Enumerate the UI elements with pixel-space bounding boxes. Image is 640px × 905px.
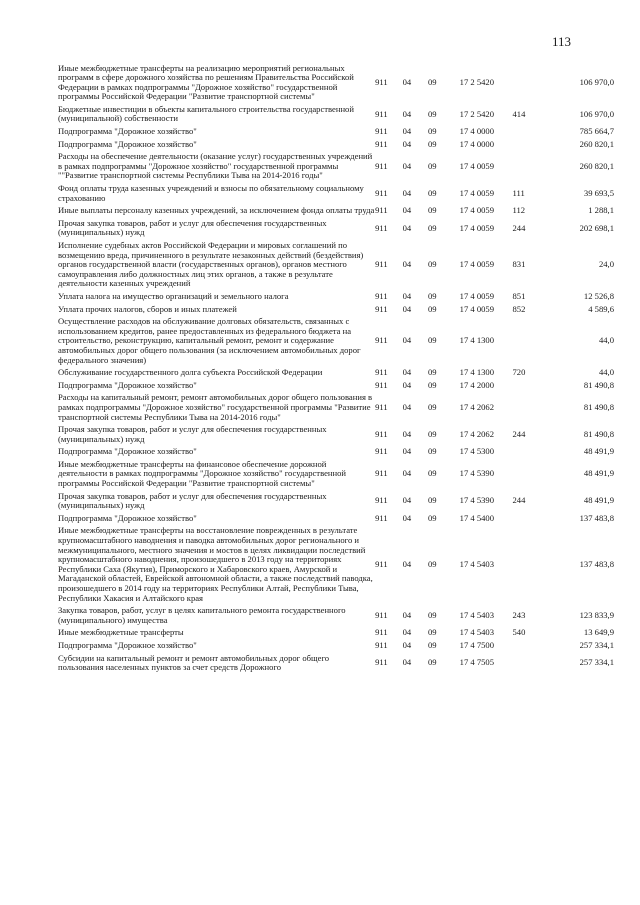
- cell-pr: 09: [427, 108, 437, 119]
- cell-vr: [512, 525, 544, 605]
- cell-csr: 17 4 0000: [459, 126, 495, 137]
- cell-vr: [512, 126, 544, 139]
- cell-sum: 785 664,7: [579, 126, 614, 137]
- cell-ved: 911: [375, 428, 388, 439]
- cell-rz: 04: [402, 187, 412, 198]
- cell-vr: 112: [512, 205, 526, 216]
- cell-csr: 17 4 2062: [459, 428, 495, 439]
- cell-rz: 04: [402, 160, 412, 171]
- cell-name: Уплата прочих налогов, сборов и иных платежей: [58, 303, 237, 314]
- cell-rz: 04: [402, 512, 412, 523]
- cell-pr: 09: [427, 446, 437, 457]
- cell-csr: 17 4 0059: [459, 222, 495, 233]
- cell-csr: 17 2 5420: [459, 108, 495, 119]
- table-row: [58, 240, 614, 291]
- table-row: [58, 652, 614, 674]
- table-row: [58, 367, 614, 380]
- cell-sum: 4 589,6: [588, 303, 614, 314]
- cell-name: Прочая закупка товаров, работ и услуг для обеспечения государственных (муниципальных) нужд: [58, 217, 327, 238]
- cell-vr: [512, 639, 544, 652]
- cell-vr: 111: [512, 187, 525, 198]
- table-row: [58, 290, 614, 303]
- cell-vr: [512, 138, 544, 151]
- cell-pr: 09: [427, 367, 437, 378]
- cell-name: Осуществление расходов на обслуживание долговых обязательств, связанных с использованием кредитов, ранее предоставленных из федерального бюджета на строительство, реконструкцию, капитальный ремонт, ремонт и содержание автомобильных дорог общего пользования (за исключением автомобильных дорог федерального значения): [58, 316, 361, 365]
- cell-csr: 17 4 0059: [459, 187, 495, 198]
- cell-rz: 04: [402, 303, 412, 314]
- cell-csr: 17 4 0059: [459, 290, 495, 301]
- cell-ved: 911: [375, 379, 388, 390]
- cell-rz: 04: [402, 379, 412, 390]
- cell-name: Прочая закупка товаров, работ и услуг для обеспечения государственных (муниципальных) нужд: [58, 424, 327, 444]
- cell-rz: 04: [402, 428, 412, 439]
- cell-pr: 09: [427, 335, 437, 346]
- table-row: [58, 126, 614, 139]
- cell-sum: 202 698,1: [579, 222, 614, 233]
- cell-name: Подпрограмма "Дорожное хозяйство": [58, 138, 197, 149]
- cell-rz: 04: [402, 259, 412, 270]
- cell-ved: 911: [375, 657, 388, 668]
- cell-csr: 17 4 0000: [459, 138, 495, 149]
- cell-rz: 04: [402, 446, 412, 457]
- cell-rz: 04: [402, 559, 412, 570]
- cell-ved: 911: [375, 303, 388, 314]
- cell-rz: 04: [402, 335, 412, 346]
- cell-vr: 540: [512, 627, 526, 638]
- cell-sum: 48 491,9: [583, 495, 614, 506]
- cell-sum: 24,0: [598, 259, 614, 270]
- table-row: [58, 62, 614, 103]
- cell-vr: 720: [512, 367, 526, 378]
- table-row: [58, 458, 614, 490]
- cell-sum: 123 833,9: [579, 609, 614, 620]
- cell-name: Бюджетные инвестиции в объекты капитального строительства государственной (муниципальной) собственности: [58, 103, 354, 124]
- cell-csr: 17 4 5390: [459, 495, 495, 506]
- cell-ved: 911: [375, 160, 388, 171]
- cell-name: Подпрограмма "Дорожное хозяйство": [58, 639, 197, 650]
- cell-rz: 04: [402, 126, 412, 137]
- cell-pr: 09: [427, 609, 437, 620]
- table-row: [58, 392, 614, 424]
- cell-vr: 852: [512, 303, 526, 314]
- cell-ved: 911: [375, 468, 388, 479]
- cell-name: Уплата налога на имущество организаций и земельного налога: [58, 290, 289, 301]
- cell-rz: 04: [402, 205, 412, 216]
- table-row: [58, 512, 614, 525]
- cell-vr: [512, 316, 544, 367]
- cell-ved: 911: [375, 609, 388, 620]
- cell-name: Иные межбюджетные трансферты на реализацию мероприятий региональных программ в сфере дорожного хозяйства по решениям Правительства Российской Федерации в рамках подпрограммы "Дорожное хозяйство" государственной программы Российской Федерации "Развитие транспортной системы": [58, 62, 354, 102]
- cell-sum: 13 649,9: [583, 627, 614, 638]
- cell-csr: 17 4 5400: [459, 512, 495, 523]
- table-row: [58, 605, 614, 627]
- cell-pr: 09: [427, 126, 437, 137]
- cell-pr: 09: [427, 627, 437, 638]
- cell-name: Обслуживание государственного долга субъекта Российской Федерации: [58, 367, 323, 378]
- cell-ved: 911: [375, 401, 388, 412]
- table-row: [58, 303, 614, 316]
- cell-pr: 09: [427, 468, 437, 479]
- cell-sum: 1 288,1: [588, 205, 614, 216]
- cell-ved: 911: [375, 639, 388, 650]
- cell-sum: 260 820,1: [579, 160, 614, 171]
- cell-sum: 39 693,5: [583, 187, 614, 198]
- cell-name: Подпрограмма "Дорожное хозяйство": [58, 379, 197, 390]
- cell-name: Расходы на капитальный ремонт, ремонт автомобильных дорог общего пользования в рамках подпрограммы "Дорожное хозяйство" государственной программы "Развитие транспортной системы Республики Тыва на 2014-2016 годы": [58, 392, 373, 422]
- cell-csr: 17 4 5390: [459, 468, 495, 479]
- cell-rz: 04: [402, 367, 412, 378]
- cell-name: Иные межбюджетные трансферты на восстановление поврежденных в результате крупномасштабного наводнения и паводка автомобильных дорог регионального и межмуниципального, местного значения и мостов в целях ликвидации последствий крупномасштабного наводнения, произошедшего в 2013 году на территориях Республики Саха (Якутия), Приморского и Хабаровского краев, Амурской и Магаданской областей, Еврейской автономной области, а также последствий паводка, произошедшего в 2014 году на территориях Республики Алтай, Республики Тыва, Республики Хакасия и Алтайского края: [58, 525, 373, 603]
- cell-sum: 81 490,8: [583, 401, 614, 412]
- cell-pr: 09: [427, 259, 437, 270]
- cell-pr: 09: [427, 639, 437, 650]
- cell-ved: 911: [375, 259, 388, 270]
- table-row: [58, 151, 614, 183]
- budget-table: [58, 62, 614, 674]
- cell-ved: 911: [375, 446, 388, 457]
- cell-pr: 09: [427, 138, 437, 149]
- cell-ved: 911: [375, 126, 388, 137]
- cell-vr: [512, 458, 544, 490]
- cell-pr: 09: [427, 303, 437, 314]
- cell-vr: 831: [512, 259, 526, 270]
- cell-csr: 17 4 0059: [459, 205, 495, 216]
- cell-csr: 17 4 5403: [459, 559, 495, 570]
- cell-vr: [512, 62, 544, 103]
- cell-name: Субсидии на капитальный ремонт и ремонт автомобильных дорог общего пользования населенных пунктов за счет средств Дорожного: [58, 652, 330, 673]
- table-row: [58, 490, 614, 512]
- cell-ved: 911: [375, 495, 388, 506]
- cell-name: Подпрограмма "Дорожное хозяйство": [58, 126, 197, 137]
- cell-pr: 09: [427, 205, 437, 216]
- cell-rz: 04: [402, 468, 412, 479]
- cell-name: Иные межбюджетные трансферты на финансовое обеспечение дорожной деятельности в рамках подпрограммы "Дорожное хозяйство" государственной программы Российской Федерации "Развитие транспортной системы": [58, 458, 346, 489]
- cell-name: Подпрограмма "Дорожное хозяйство": [58, 446, 197, 457]
- cell-rz: 04: [402, 627, 412, 638]
- cell-sum: 106 970,0: [579, 108, 614, 119]
- cell-csr: 17 4 7505: [459, 657, 495, 668]
- table-row: [58, 525, 614, 605]
- cell-sum: 257 334,1: [579, 657, 614, 668]
- cell-name: Закупка товаров, работ, услуг в целях капитального ремонта государственного (муниципального) имущества: [58, 605, 346, 625]
- cell-pr: 09: [427, 657, 437, 668]
- cell-csr: 17 4 1300: [459, 367, 495, 378]
- table-row: [58, 205, 614, 218]
- table-row: [58, 424, 614, 446]
- cell-vr: [512, 512, 544, 525]
- cell-sum: 12 526,8: [583, 290, 614, 301]
- cell-rz: 04: [402, 401, 412, 412]
- cell-sum: 257 334,1: [579, 639, 614, 650]
- cell-pr: 09: [427, 512, 437, 523]
- cell-csr: 17 4 2062: [459, 401, 495, 412]
- cell-vr: 244: [512, 222, 526, 233]
- cell-sum: 81 490,8: [583, 379, 614, 390]
- cell-sum: 106 970,0: [579, 76, 614, 87]
- cell-name: Исполнение судебных актов Российской Федерации и мировых соглашений по возмещению вреда, причиненного в результате незаконных действий (бездействия) органов государственной власти (государственных органов), органов местного самоуправления либо должностных лиц этих органов, а также в результате деятельности казенных учреждений: [58, 240, 364, 289]
- cell-sum: 44,0: [598, 367, 614, 378]
- cell-ved: 911: [375, 512, 388, 523]
- cell-ved: 911: [375, 559, 388, 570]
- cell-vr: 244: [512, 428, 526, 439]
- cell-pr: 09: [427, 559, 437, 570]
- cell-pr: 09: [427, 222, 437, 233]
- table-row: [58, 138, 614, 151]
- cell-csr: 17 4 5300: [459, 446, 495, 457]
- cell-sum: 137 483,8: [579, 559, 614, 570]
- cell-vr: [512, 652, 544, 674]
- cell-pr: 09: [427, 76, 437, 87]
- cell-ved: 911: [375, 108, 388, 119]
- cell-pr: 09: [427, 495, 437, 506]
- cell-vr: 851: [512, 290, 526, 301]
- cell-vr: 244: [512, 495, 526, 506]
- table-row: [58, 639, 614, 652]
- cell-csr: 17 2 5420: [459, 76, 495, 87]
- cell-ved: 911: [375, 222, 388, 233]
- table-row: [58, 379, 614, 392]
- table-row: [58, 103, 614, 125]
- table-row: [58, 217, 614, 239]
- cell-vr: 414: [512, 108, 526, 119]
- cell-sum: 81 490,8: [583, 428, 614, 439]
- cell-csr: 17 4 0059: [459, 160, 495, 171]
- cell-vr: [512, 151, 544, 183]
- cell-rz: 04: [402, 138, 412, 149]
- cell-sum: 137 483,8: [579, 512, 614, 523]
- cell-csr: 17 4 1300: [459, 335, 495, 346]
- cell-csr: 17 4 5403: [459, 627, 495, 638]
- cell-pr: 09: [427, 187, 437, 198]
- cell-csr: 17 4 0059: [459, 259, 495, 270]
- cell-name: Фонд оплаты труда казенных учреждений и взносы по обязательному социальному страхованию: [58, 183, 364, 203]
- cell-sum: 48 491,9: [583, 446, 614, 457]
- table-row: [58, 316, 614, 367]
- page-number: 113: [552, 34, 572, 49]
- cell-vr: [512, 379, 544, 392]
- cell-rz: 04: [402, 290, 412, 301]
- cell-pr: 09: [427, 379, 437, 390]
- cell-rz: 04: [402, 222, 412, 233]
- cell-csr: 17 4 7500: [459, 639, 495, 650]
- cell-pr: 09: [427, 401, 437, 412]
- cell-rz: 04: [402, 495, 412, 506]
- cell-ved: 911: [375, 138, 388, 149]
- cell-ved: 911: [375, 76, 388, 87]
- cell-rz: 04: [402, 657, 412, 668]
- cell-csr: 17 4 5403: [459, 609, 495, 620]
- cell-csr: 17 4 0059: [459, 303, 495, 314]
- cell-sum: 44,0: [598, 335, 614, 346]
- cell-vr: [512, 446, 544, 459]
- cell-name: Иные межбюджетные трансферты: [58, 627, 184, 638]
- cell-ved: 911: [375, 205, 388, 216]
- cell-name: Подпрограмма "Дорожное хозяйство": [58, 512, 197, 523]
- cell-pr: 09: [427, 160, 437, 171]
- cell-ved: 911: [375, 335, 388, 346]
- table-row: [58, 446, 614, 459]
- cell-rz: 04: [402, 609, 412, 620]
- cell-ved: 911: [375, 290, 388, 301]
- cell-csr: 17 4 2000: [459, 379, 495, 390]
- table-row: [58, 627, 614, 640]
- cell-sum: 260 820,1: [579, 138, 614, 149]
- cell-name: Расходы на обеспечение деятельности (оказание услуг) государственных учреждений в рамках подпрограммы "Дорожное хозяйство" государственной программы ""Развитие транспортной системы Республики Тыва на 2014-2016 годы": [58, 151, 373, 181]
- table-row: [58, 183, 614, 205]
- cell-ved: 911: [375, 627, 388, 638]
- cell-sum: 48 491,9: [583, 468, 614, 479]
- cell-ved: 911: [375, 187, 388, 198]
- cell-name: Иные выплаты персоналу казенных учреждений, за исключением фонда оплаты труда: [58, 205, 375, 216]
- cell-vr: [512, 392, 544, 424]
- cell-vr: 243: [512, 609, 526, 620]
- cell-rz: 04: [402, 108, 412, 119]
- cell-name: Прочая закупка товаров, работ и услуг для обеспечения государственных (муниципальных) нужд: [58, 490, 327, 511]
- cell-pr: 09: [427, 290, 437, 301]
- cell-rz: 04: [402, 76, 412, 87]
- cell-pr: 09: [427, 428, 437, 439]
- cell-rz: 04: [402, 639, 412, 650]
- cell-ved: 911: [375, 367, 388, 378]
